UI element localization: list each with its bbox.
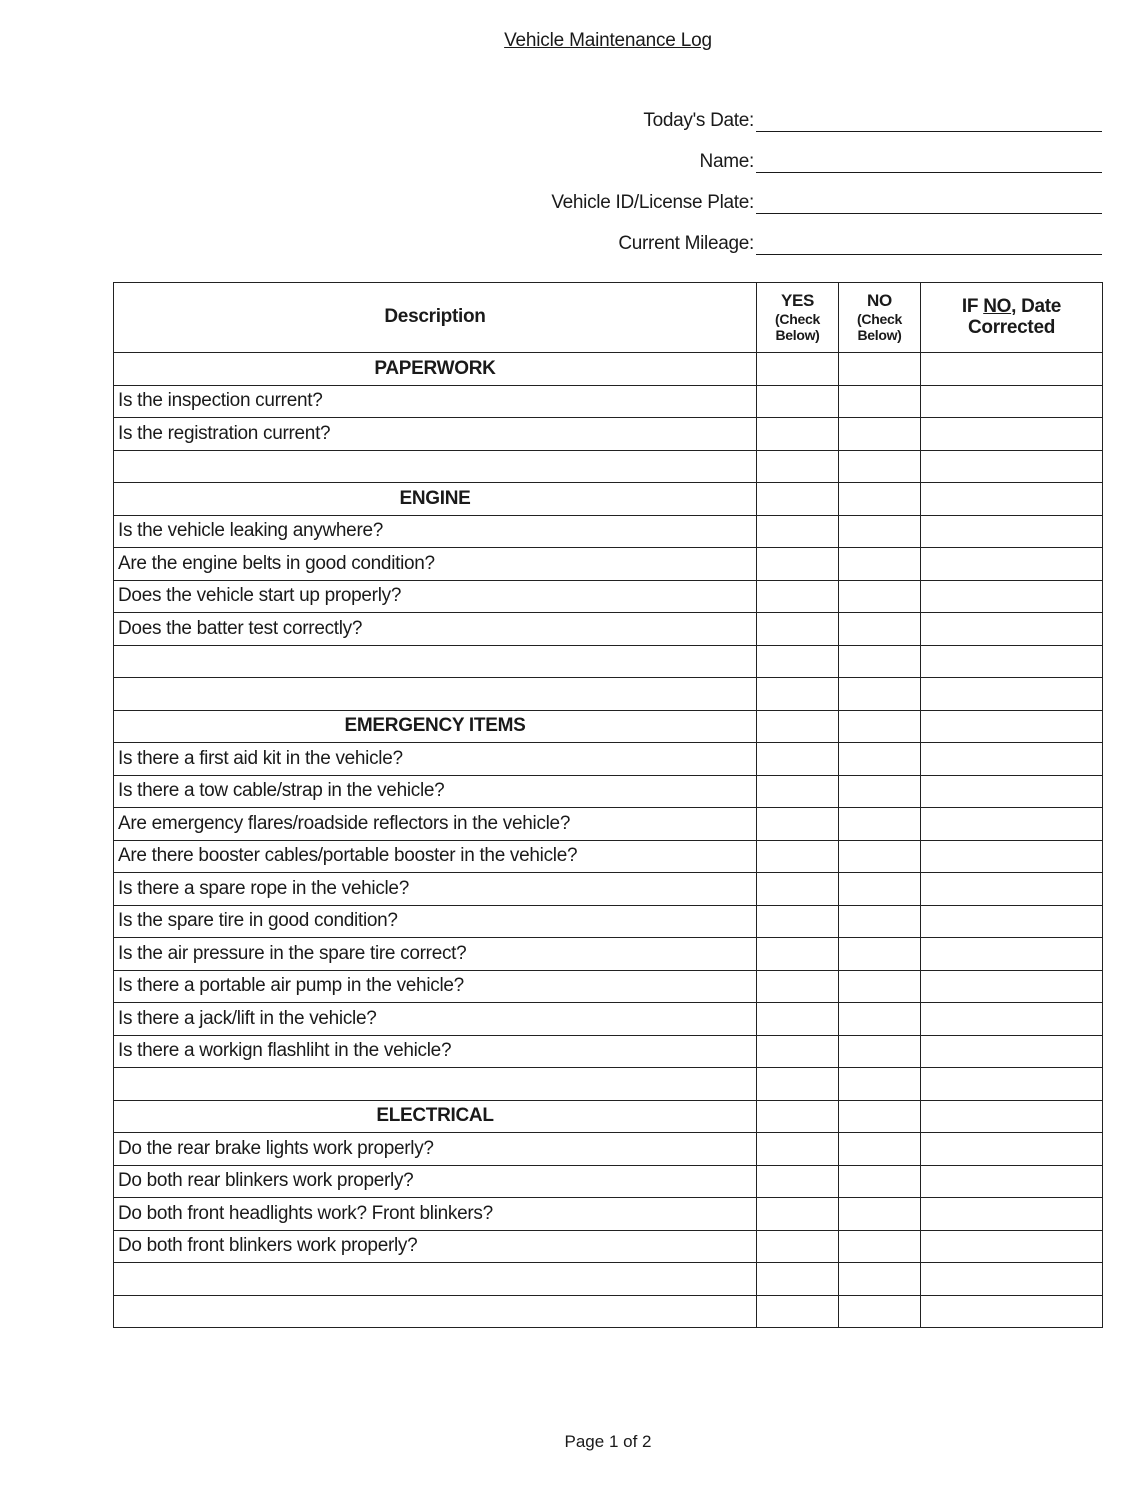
description-cell: Do both front headlights work? Front blinkers? (114, 1198, 757, 1231)
table-row (114, 840, 1103, 873)
header-yes-sub: (Check Below) (775, 310, 820, 343)
date-corrected-cell[interactable] (921, 353, 1103, 386)
table-row (114, 385, 1103, 418)
no-check-cell[interactable] (839, 1133, 921, 1166)
header-if-no-word: NO (983, 295, 1012, 317)
blank-row (114, 1295, 1103, 1328)
no-check-cell[interactable] (839, 905, 921, 938)
date-corrected-cell[interactable] (921, 1133, 1103, 1166)
yes-check-cell[interactable] (757, 1230, 839, 1263)
yes-check-cell[interactable] (757, 1100, 839, 1133)
table-row (114, 418, 1103, 451)
no-check-cell[interactable] (839, 450, 921, 483)
yes-check-cell[interactable] (757, 1133, 839, 1166)
no-check-cell[interactable] (839, 873, 921, 906)
table-row (114, 1133, 1103, 1166)
no-check-cell[interactable] (839, 678, 921, 711)
date-corrected-cell[interactable] (921, 1165, 1103, 1198)
date-corrected-cell[interactable] (921, 840, 1103, 873)
description-cell: Is the vehicle leaking anywhere? (114, 515, 757, 548)
description-cell (114, 645, 757, 678)
yes-check-cell[interactable] (757, 385, 839, 418)
yes-check-cell[interactable] (757, 515, 839, 548)
table-row (114, 938, 1103, 971)
no-check-cell[interactable] (839, 353, 921, 386)
yes-check-cell[interactable] (757, 418, 839, 451)
description-cell (114, 678, 757, 711)
header-description: Description (114, 283, 757, 353)
date-corrected-cell[interactable] (921, 1035, 1103, 1068)
table-body (114, 353, 1103, 1328)
date-corrected-cell[interactable] (921, 1198, 1103, 1231)
yes-check-cell[interactable] (757, 548, 839, 581)
date-corrected-cell[interactable] (921, 515, 1103, 548)
yes-check-cell[interactable] (757, 1198, 839, 1231)
description-cell: Are emergency flares/roadside reflectors in the vehicle? (114, 808, 757, 841)
section-row (114, 353, 1103, 386)
blank-row (114, 450, 1103, 483)
no-check-cell[interactable] (839, 1263, 921, 1296)
date-corrected-cell[interactable] (921, 580, 1103, 613)
no-check-cell[interactable] (839, 970, 921, 1003)
header-no-label: NO (867, 291, 892, 311)
field-label: Current Mileage: (618, 233, 754, 254)
no-check-cell[interactable] (839, 1068, 921, 1101)
description-cell: Is the spare tire in good condition? (114, 905, 757, 938)
field-name (551, 151, 1102, 173)
description-cell: Is there a portable air pump in the vehicle? (114, 970, 757, 1003)
blank-row (114, 1263, 1103, 1296)
yes-check-cell[interactable] (757, 645, 839, 678)
description-cell: Do both front blinkers work properly? (114, 1230, 757, 1263)
yes-check-cell[interactable] (757, 840, 839, 873)
header-if-rest: , Date Corrected (967, 295, 1062, 338)
header-if-no-date-corrected (921, 283, 1103, 353)
description-cell: Are there booster cables/portable booster in the vehicle? (114, 840, 757, 873)
description-cell: Are the engine belts in good condition? (114, 548, 757, 581)
field-todays-date (551, 110, 1102, 132)
no-check-cell[interactable] (839, 613, 921, 646)
date-corrected-cell[interactable] (921, 873, 1103, 906)
date-corrected-cell[interactable] (921, 1230, 1103, 1263)
vehicle-id-input-line[interactable] (756, 193, 1102, 214)
description-cell: Is there a workign flashliht in the vehicle? (114, 1035, 757, 1068)
no-check-cell[interactable] (839, 775, 921, 808)
table-row (114, 548, 1103, 581)
no-check-cell[interactable] (839, 418, 921, 451)
no-check-cell[interactable] (839, 1198, 921, 1231)
description-cell: Is there a spare rope in the vehicle? (114, 873, 757, 906)
description-cell (114, 1263, 757, 1296)
yes-check-cell[interactable] (757, 970, 839, 1003)
yes-check-cell[interactable] (757, 938, 839, 971)
date-corrected-cell[interactable] (921, 1003, 1103, 1036)
date-corrected-cell[interactable] (921, 743, 1103, 776)
date-corrected-cell[interactable] (921, 808, 1103, 841)
description-cell: Is there a tow cable/strap in the vehicle? (114, 775, 757, 808)
no-check-cell[interactable] (839, 938, 921, 971)
section-row (114, 483, 1103, 516)
table-row (114, 873, 1103, 906)
yes-check-cell[interactable] (757, 1003, 839, 1036)
no-check-cell[interactable] (839, 515, 921, 548)
field-label: Name: (699, 151, 754, 172)
yes-check-cell[interactable] (757, 353, 839, 386)
yes-check-cell[interactable] (757, 1295, 839, 1328)
date-corrected-cell[interactable] (921, 1295, 1103, 1328)
header-if-prefix: IF (961, 295, 979, 317)
blank-row (114, 645, 1103, 678)
date-corrected-cell[interactable] (921, 418, 1103, 451)
no-check-cell[interactable] (839, 840, 921, 873)
description-cell (114, 1068, 757, 1101)
description-cell: Is the registration current? (114, 418, 757, 451)
table-row (114, 743, 1103, 776)
header-yes-label: YES (780, 291, 815, 311)
no-check-cell[interactable] (839, 1003, 921, 1036)
table-row (114, 808, 1103, 841)
header-no-sub: (Check Below) (857, 310, 902, 343)
table-row (114, 613, 1103, 646)
table-row (114, 1165, 1103, 1198)
description-cell: Does the batter test correctly? (114, 613, 757, 646)
yes-check-cell[interactable] (757, 1068, 839, 1101)
yes-check-cell[interactable] (757, 580, 839, 613)
description-cell: Do the rear brake lights work properly? (114, 1133, 757, 1166)
table-row (114, 515, 1103, 548)
blank-row (114, 1068, 1103, 1101)
no-check-cell[interactable] (839, 483, 921, 516)
description-cell (114, 1295, 757, 1328)
yes-check-cell[interactable] (757, 483, 839, 516)
no-check-cell[interactable] (839, 808, 921, 841)
yes-check-cell[interactable] (757, 613, 839, 646)
no-check-cell[interactable] (839, 1100, 921, 1133)
date-corrected-cell[interactable] (921, 678, 1103, 711)
date-corrected-cell[interactable] (921, 548, 1103, 581)
table-row (114, 1198, 1103, 1231)
header-yes (757, 283, 839, 353)
no-check-cell[interactable] (839, 548, 921, 581)
description-cell: Does the vehicle start up properly? (114, 580, 757, 613)
field-current-mileage (551, 233, 1102, 255)
date-corrected-cell[interactable] (921, 775, 1103, 808)
header-no (839, 283, 921, 353)
section-heading: EMERGENCY ITEMS (114, 710, 757, 743)
table-row (114, 775, 1103, 808)
no-check-cell[interactable] (839, 743, 921, 776)
no-check-cell[interactable] (839, 645, 921, 678)
yes-check-cell[interactable] (757, 775, 839, 808)
date-corrected-cell[interactable] (921, 483, 1103, 516)
no-check-cell[interactable] (839, 1165, 921, 1198)
yes-check-cell[interactable] (757, 710, 839, 743)
yes-check-cell[interactable] (757, 1263, 839, 1296)
description-cell: Do both rear blinkers work properly? (114, 1165, 757, 1198)
yes-check-cell[interactable] (757, 1165, 839, 1198)
table-row (114, 1003, 1103, 1036)
table-row (114, 1230, 1103, 1263)
description-cell (114, 450, 757, 483)
date-corrected-cell[interactable] (921, 905, 1103, 938)
section-heading: ENGINE (114, 483, 757, 516)
no-check-cell[interactable] (839, 1230, 921, 1263)
no-check-cell[interactable] (839, 385, 921, 418)
table-row (114, 970, 1103, 1003)
todays-date-input-line[interactable] (756, 111, 1102, 132)
date-corrected-cell[interactable] (921, 1263, 1103, 1296)
yes-check-cell[interactable] (757, 808, 839, 841)
description-cell: Is there a first aid kit in the vehicle? (114, 743, 757, 776)
description-cell: Is there a jack/lift in the vehicle? (114, 1003, 757, 1036)
yes-check-cell[interactable] (757, 905, 839, 938)
date-corrected-cell[interactable] (921, 645, 1103, 678)
field-vehicle-id (551, 192, 1102, 214)
date-corrected-cell[interactable] (921, 938, 1103, 971)
table-row (114, 580, 1103, 613)
description-cell: Is the inspection current? (114, 385, 757, 418)
date-corrected-cell[interactable] (921, 1068, 1103, 1101)
date-corrected-cell[interactable] (921, 613, 1103, 646)
field-label: Today's Date: (643, 110, 754, 131)
table-header-row (114, 283, 1103, 353)
yes-check-cell[interactable] (757, 678, 839, 711)
blank-row (114, 678, 1103, 711)
yes-check-cell[interactable] (757, 873, 839, 906)
no-check-cell[interactable] (839, 1035, 921, 1068)
date-corrected-cell[interactable] (921, 450, 1103, 483)
current-mileage-input-line[interactable] (756, 234, 1102, 255)
field-label: Vehicle ID/License Plate: (551, 192, 754, 213)
section-row (114, 1100, 1103, 1133)
date-corrected-cell[interactable] (921, 385, 1103, 418)
section-heading: PAPERWORK (114, 353, 757, 386)
table-row (114, 1035, 1103, 1068)
section-row (114, 710, 1103, 743)
section-heading: ELECTRICAL (114, 1100, 757, 1133)
table-row (114, 905, 1103, 938)
yes-check-cell[interactable] (757, 450, 839, 483)
page-number: Page 1 of 2 (564, 1432, 652, 1451)
date-corrected-cell[interactable] (921, 710, 1103, 743)
description-cell: Is the air pressure in the spare tire correct? (114, 938, 757, 971)
no-check-cell[interactable] (839, 1295, 921, 1328)
name-input-line[interactable] (756, 152, 1102, 173)
yes-check-cell[interactable] (757, 1035, 839, 1068)
date-corrected-cell[interactable] (921, 1100, 1103, 1133)
no-check-cell[interactable] (839, 710, 921, 743)
date-corrected-cell[interactable] (921, 970, 1103, 1003)
no-check-cell[interactable] (839, 580, 921, 613)
maintenance-table (113, 282, 1103, 1328)
header-fields (551, 110, 1102, 255)
yes-check-cell[interactable] (757, 743, 839, 776)
document-title: Vehicle Maintenance Log (504, 30, 712, 51)
